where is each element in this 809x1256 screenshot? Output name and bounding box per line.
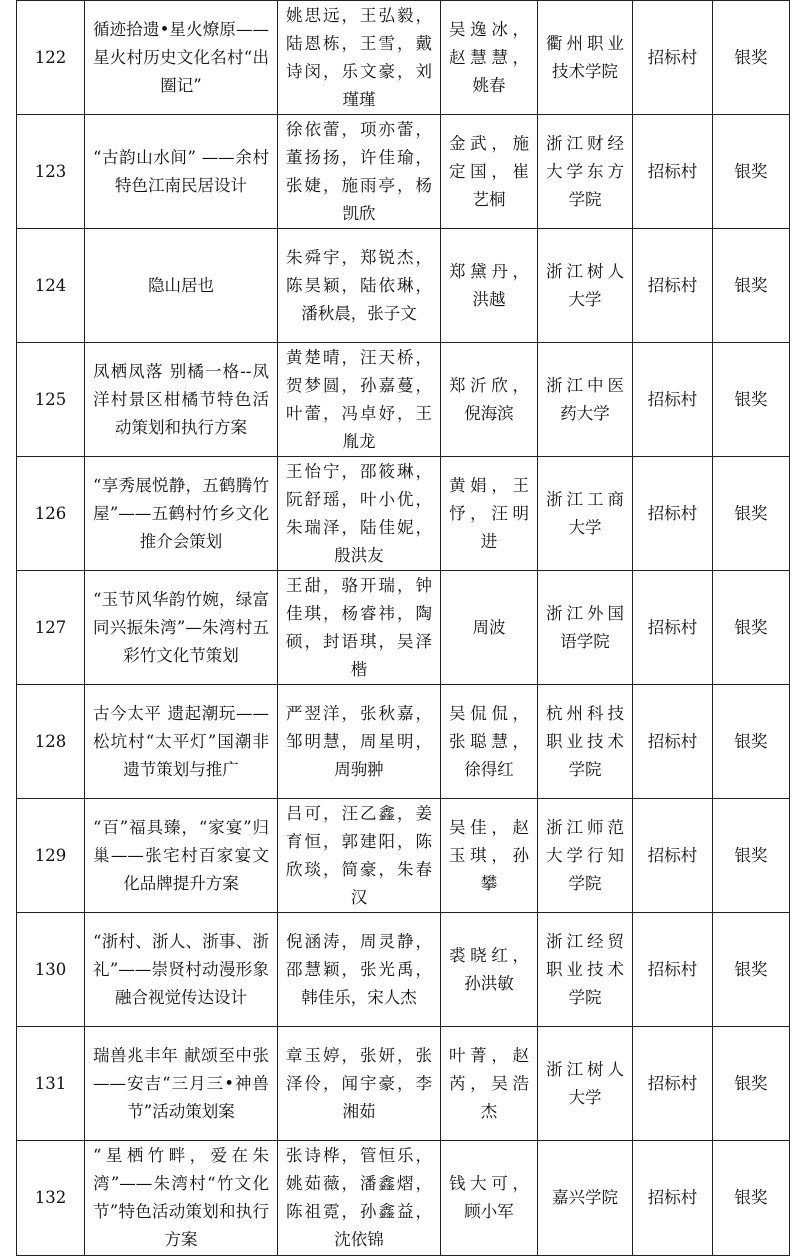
school-name-cell: 浙江财经大学东方学院 — [538, 115, 633, 229]
award-table-body — [17, 1, 790, 1256]
project-title-cell: “玉节风华韵竹婉，绿富同兴振朱湾”—朱湾村五彩竹文化节策划 — [85, 571, 278, 685]
row-number-cell: 122 — [17, 1, 85, 115]
project-title-cell: “享秀展悦静，五鹤腾竹屋”——五鹤村竹乡文化推介会策划 — [85, 457, 278, 571]
category-cell: 招标村 — [633, 913, 713, 1027]
advisors-cell: 周波 — [441, 571, 538, 685]
row-number-cell: 126 — [17, 457, 85, 571]
project-title-cell: 凤栖凤落 别橘一格--凤洋村景区柑橘节特色活动策划和执行方案 — [85, 343, 278, 457]
row-number-cell: 125 — [17, 343, 85, 457]
table-row — [17, 1141, 790, 1256]
school-name-cell: 嘉兴学院 — [538, 1141, 633, 1256]
advisors-cell: 吴逸冰，赵慧慧，姚春 — [441, 1, 538, 115]
advisors-cell: 黄娟，王忬，汪明进 — [441, 457, 538, 571]
school-name-cell: 浙江工商大学 — [538, 457, 633, 571]
advisors-cell: 吴侃侃，张聪慧，徐得红 — [441, 685, 538, 799]
award-level-cell: 银奖 — [713, 457, 790, 571]
table-row — [17, 343, 790, 457]
category-cell: 招标村 — [633, 115, 713, 229]
award-level-cell: 银奖 — [713, 913, 790, 1027]
project-title-cell: “星栖竹畔，爱在朱湾”——朱湾村“竹文化节”特色活动策划和执行方案 — [85, 1141, 278, 1256]
category-cell: 招标村 — [633, 571, 713, 685]
advisors-cell: 钱大可，顾小军 — [441, 1141, 538, 1256]
school-name-cell: 浙江中医药大学 — [538, 343, 633, 457]
row-number-cell: 127 — [17, 571, 85, 685]
table-row — [17, 229, 790, 343]
award-level-cell: 银奖 — [713, 1141, 790, 1256]
project-title-cell: 古今太平 遗起潮玩——松坑村“太平灯”国潮非遗节策划与推广 — [85, 685, 278, 799]
category-cell: 招标村 — [633, 457, 713, 571]
school-name-cell: 浙江外国语学院 — [538, 571, 633, 685]
award-level-cell: 银奖 — [713, 115, 790, 229]
row-number-cell: 123 — [17, 115, 85, 229]
category-cell: 招标村 — [633, 799, 713, 913]
advisors-cell: 郑沂欣，倪海滨 — [441, 343, 538, 457]
school-name-cell: 浙江经贸职业技术学院 — [538, 913, 633, 1027]
row-number-cell: 131 — [17, 1027, 85, 1141]
school-name-cell: 浙江树人大学 — [538, 1027, 633, 1141]
category-cell: 招标村 — [633, 685, 713, 799]
team-members-cell: 王甜，骆开瑞，钟佳琪，杨睿祎，陶硕，封语琪，吴泽楷 — [278, 571, 441, 685]
award-level-cell: 银奖 — [713, 1, 790, 115]
school-name-cell: 浙江树人大学 — [538, 229, 633, 343]
team-members-cell: 张诗桦，管恒乐，姚茹薇，潘鑫熠，陈祖霓，孙鑫益，沈依锦 — [278, 1141, 441, 1256]
project-title-cell: 瑞兽兆丰年 献颂至中张——安吉“三月三•神兽节”活动策划案 — [85, 1027, 278, 1141]
table-row — [17, 457, 790, 571]
row-number-cell: 124 — [17, 229, 85, 343]
category-cell: 招标村 — [633, 1, 713, 115]
project-title-cell: 隐山居也 — [85, 229, 278, 343]
team-members-cell: 徐依蕾，项亦蕾，董扬扬，许佳瑜，张婕，施雨亭，杨凯欣 — [278, 115, 441, 229]
team-members-cell: 倪涵涛，周灵静，邵慧颖，张光禹，韩佳乐，宋人杰 — [278, 913, 441, 1027]
team-members-cell: 黄楚晴，汪天桥，贺梦圆，孙嘉蔓，叶蕾，冯卓妤，王胤龙 — [278, 343, 441, 457]
category-cell: 招标村 — [633, 343, 713, 457]
row-number-cell: 129 — [17, 799, 85, 913]
project-title-cell: “古韵山水间” ——余村特色江南民居设计 — [85, 115, 278, 229]
team-members-cell: 姚思远，王弘毅，陆恩栋，王雪，戴诗闵，乐文豪，刘瑾瑾 — [278, 1, 441, 115]
award-level-cell: 银奖 — [713, 229, 790, 343]
team-members-cell: 章玉婷，张妍，张泽伶，闻宇豪，李湘茹 — [278, 1027, 441, 1141]
team-members-cell: 吕可，汪乙鑫，姜育恒，郭建阳，陈欣琰，简豪，朱春汉 — [278, 799, 441, 913]
project-title-cell: “浙村、浙人、浙事、浙礼”——崇贤村动漫形象融合视觉传达设计 — [85, 913, 278, 1027]
school-name-cell: 杭州科技职业技术学院 — [538, 685, 633, 799]
table-row — [17, 913, 790, 1027]
advisors-cell: 郑黛丹，洪越 — [441, 229, 538, 343]
advisors-cell: 金武，施定国，崔艺桐 — [441, 115, 538, 229]
row-number-cell: 130 — [17, 913, 85, 1027]
advisors-cell: 吴佳，赵玉琪，孙攀 — [441, 799, 538, 913]
advisors-cell: 裘晓红，孙洪敏 — [441, 913, 538, 1027]
award-level-cell: 银奖 — [713, 571, 790, 685]
category-cell: 招标村 — [633, 1141, 713, 1256]
advisors-cell: 叶菁，赵芮，吴浩杰 — [441, 1027, 538, 1141]
category-cell: 招标村 — [633, 1027, 713, 1141]
award-level-cell: 银奖 — [713, 799, 790, 913]
award-level-cell: 银奖 — [713, 685, 790, 799]
award-level-cell: 银奖 — [713, 343, 790, 457]
team-members-cell: 王怡宁，邵筱琳，阮舒瑶，叶小优，朱瑞泽，陆佳妮，殷洪友 — [278, 457, 441, 571]
table-row — [17, 571, 790, 685]
row-number-cell: 132 — [17, 1141, 85, 1256]
team-members-cell: 严翌洋，张秋嘉，邹明慧，周星明，周驹翀 — [278, 685, 441, 799]
table-row — [17, 1027, 790, 1141]
table-row — [17, 685, 790, 799]
project-title-cell: “百”福具臻，“家宴”归巢——张宅村百家宴文化品牌提升方案 — [85, 799, 278, 913]
project-title-cell: 循迹拾遗•星火燎原——星火村历史文化名村“出圈记” — [85, 1, 278, 115]
table-row — [17, 799, 790, 913]
award-table — [16, 0, 790, 1256]
team-members-cell: 朱舜宇，郑锐杰，陈昊颖，陆依琳，潘秋晨，张子文 — [278, 229, 441, 343]
category-cell: 招标村 — [633, 229, 713, 343]
award-level-cell: 银奖 — [713, 1027, 790, 1141]
table-row — [17, 1, 790, 115]
row-number-cell: 128 — [17, 685, 85, 799]
school-name-cell: 衢州职业技术学院 — [538, 1, 633, 115]
table-row — [17, 115, 790, 229]
school-name-cell: 浙江师范大学行知学院 — [538, 799, 633, 913]
